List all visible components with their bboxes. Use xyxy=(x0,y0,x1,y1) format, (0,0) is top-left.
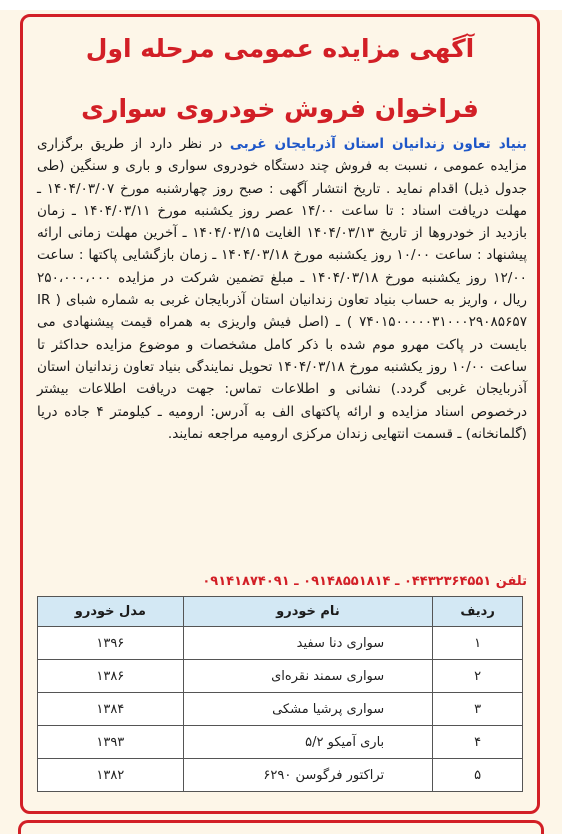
row-number: ۳ xyxy=(433,693,523,726)
vehicle-name: سواری دنا سفید xyxy=(183,627,433,660)
header-row-number: ردیف xyxy=(433,597,523,627)
notice-body xyxy=(37,133,527,445)
organization-name: بنیاد تعاون زندانیان استان آذربایجان غربی xyxy=(229,136,527,152)
vehicle-name: سواری پرشیا مشکی xyxy=(183,693,433,726)
vehicle-model: ۱۳۸۶ xyxy=(38,660,184,693)
table-row xyxy=(38,693,523,726)
top-margin xyxy=(0,0,562,10)
vehicles-table xyxy=(37,596,523,792)
table-row xyxy=(38,759,523,792)
notice-subtitle: فراخوان فروش خودروی سواری xyxy=(81,94,479,123)
vehicle-model: ۱۳۹۶ xyxy=(38,627,184,660)
table-header-row xyxy=(38,597,523,627)
vehicles-table-wrapper xyxy=(37,596,523,792)
table-row xyxy=(38,660,523,693)
vehicle-name: تراکتور فرگوسن ۶۲۹۰ xyxy=(183,759,433,792)
row-number: ۲ xyxy=(433,660,523,693)
vehicle-name: باری آمیکو ۵/۲ xyxy=(183,726,433,759)
vehicle-model: ۱۳۸۴ xyxy=(38,693,184,726)
table-row xyxy=(38,726,523,759)
header-vehicle-name: نام خودرو xyxy=(183,597,433,627)
notice-title: آگهی مزایده عمومی مرحله اول xyxy=(85,34,475,63)
row-number: ۱ xyxy=(433,627,523,660)
vehicle-model: ۱۳۹۳ xyxy=(38,726,184,759)
row-number: ۴ xyxy=(433,726,523,759)
notice-body-text: در نظر دارد از طریق برگزاری مزایده عمومی ، نسبت به فروش چند دستگاه خودروی سواری و باری و سنگین (طی جدول ذیل) اقدام نماید . تاریخ انتشار آگهی : صبح روز چهارشنبه مورخ ۱۴۰۴/۰۳/۰۷ ـ مهلت دریافت اسناد : تا ساعت ۱۴/۰۰ عصر روز یکشنبه مورخ ۱۴۰۴/۰۳/۱۱ ـ زمان بازدید از خودروها از تاریخ ۱۴۰۴/۰۳/۱۳ الغایت ۱۴۰۴/۰۳/۱۵ ـ آخرین مهلت زمانی ارائه پیشنهاد : ساعت ۱۰/۰۰ روز یکشنبه مورخ ۱۴۰۴/۰۳/۱۸ ـ زمان بازگشایی پاکتها : ساعت ۱۲/۰۰ روز یکشنبه مورخ ۱۴۰۴/۰۳/۱۸ ـ مبلغ تضمین شرکت در مزایده ۲۵۰،۰۰۰،۰۰۰ ریال ، واریز به حساب بنیاد تعاون زندانیان استان آذربایجان غربی به شماره شبای ( IR ۷۴۰۱۵۰۰۰۰۰۳۱۰۰۰۲۹۰۸۵۶۵۷ ) ـ (اصل فیش واریزی به همراه قیمت پیشنهادی می بایست در پاکت مهرو موم شده با ذکر کامل مشخصات و موضوع مزایده حداکثر تا ساعت ۱۰/۰۰ روز یکشنبه مورخ ۱۴۰۴/۰۳/۱۸ تحویل نمایندگی بنیاد تعاون زندانیان استان آذربایجان غربی گردد.) نشانی و اطلاعات تماس: جهت دریافت اطلاعات بیشتر درخصوص اسناد مزایده و ارائه پاکتهای الف به آدرس: ارومیه ـ کیلومتر ۴ جاده دریا (گلمانخانه) ـ قسمت انتهایی زندان مرکزی ارومیه مراجعه نمایند. xyxy=(37,136,528,442)
phone-numbers: تلفن ۰۴۴۳۲۳۶۴۵۵۱ ـ ۰۹۱۴۸۵۵۱۸۱۴ ـ ۰۹۱۴۱۸۷۴۰۹۱ xyxy=(202,574,527,589)
notice-card xyxy=(20,14,540,814)
table-row xyxy=(38,627,523,660)
vehicle-name: سواری سمند نقره‌ای xyxy=(183,660,433,693)
row-number: ۵ xyxy=(433,759,523,792)
vehicle-model: ۱۳۸۲ xyxy=(38,759,184,792)
header-vehicle-model: مدل خودرو xyxy=(38,597,184,627)
